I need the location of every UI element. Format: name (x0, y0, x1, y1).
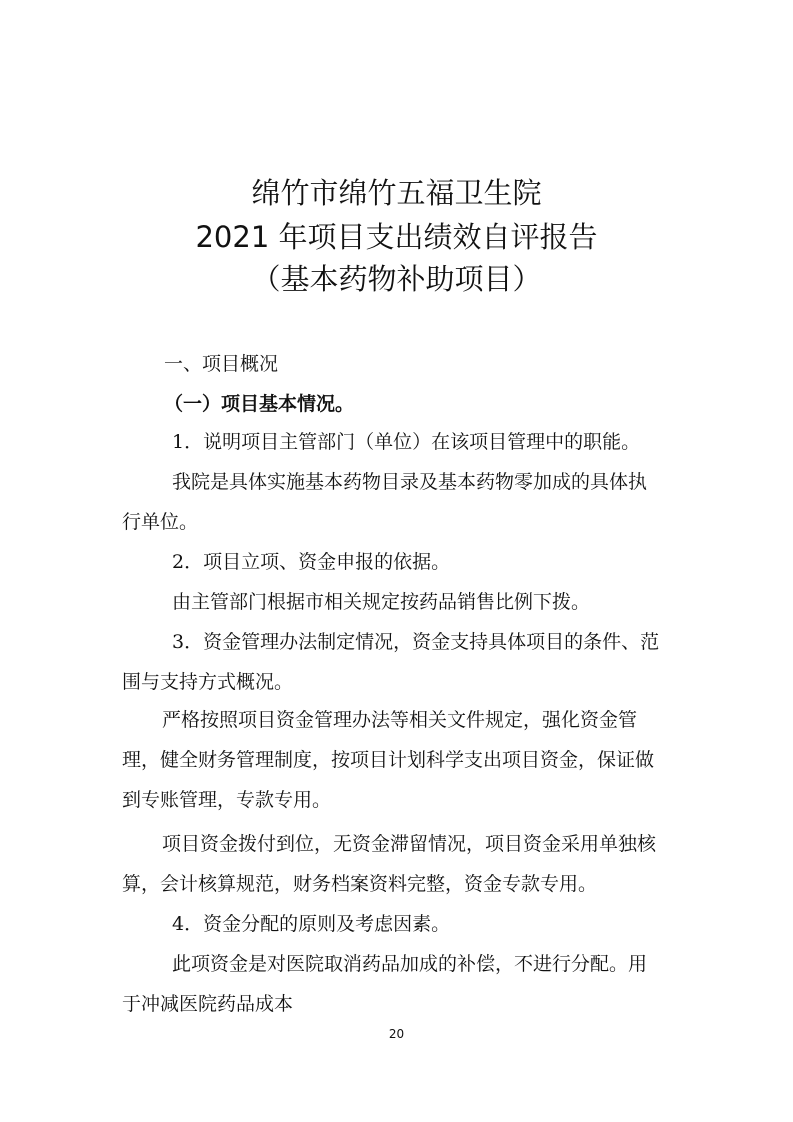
section-heading: 一、项目概况 (164, 353, 279, 375)
question-3-line-2: 围与支持方式概况。 (122, 671, 294, 693)
subsection-heading: （一）项目基本情况。 (164, 393, 355, 415)
question-4: 4．资金分配的原则及考虑因素。 (172, 913, 451, 935)
answer-1-line-1: 我院是具体实施基本药物目录及基本药物零加成的具体执 (172, 471, 648, 493)
answer-3-line-3: 到专账管理，专款专用。 (122, 789, 332, 811)
answer-3-line-2: 理，健全财务管理制度，按项目计划科学支出项目资金，保证做 (122, 749, 655, 771)
answer-1-line-2: 行单位。 (122, 511, 199, 533)
answer-3b-line-2: 算，会计核算规范，财务档案资料完整，资金专款专用。 (122, 873, 598, 895)
question-3-line-1: 3．资金管理办法制定情况，资金支持具体项目的条件、范 (172, 631, 660, 653)
title-line-3: （基本药物补助项目） (251, 262, 542, 296)
answer-3-line-1: 严格按照项目资金管理办法等相关文件规定，强化资金管 (162, 709, 638, 731)
question-1: 1．说明项目主管部门（单位）在该项目管理中的职能。 (172, 431, 641, 453)
title-line-2: 2021 年项目支出绩效自评报告 (195, 220, 598, 254)
title-line-1: 绵竹市绵竹五福卫生院 (251, 176, 542, 210)
answer-4-line-2: 于冲减医院药品成本 (122, 993, 294, 1015)
answer-3b-line-1: 项目资金拨付到位，无资金滞留情况，项目资金采用单独核 (162, 833, 657, 855)
answer-2: 由主管部门根据市相关规定按药品销售比例下拨。 (172, 591, 591, 613)
page-number: 20 (388, 1027, 405, 1041)
answer-4-line-1: 此项资金是对医院取消药品加成的补偿，不进行分配。用 (172, 953, 648, 975)
question-2: 2．项目立项、资金申报的依据。 (172, 551, 451, 573)
